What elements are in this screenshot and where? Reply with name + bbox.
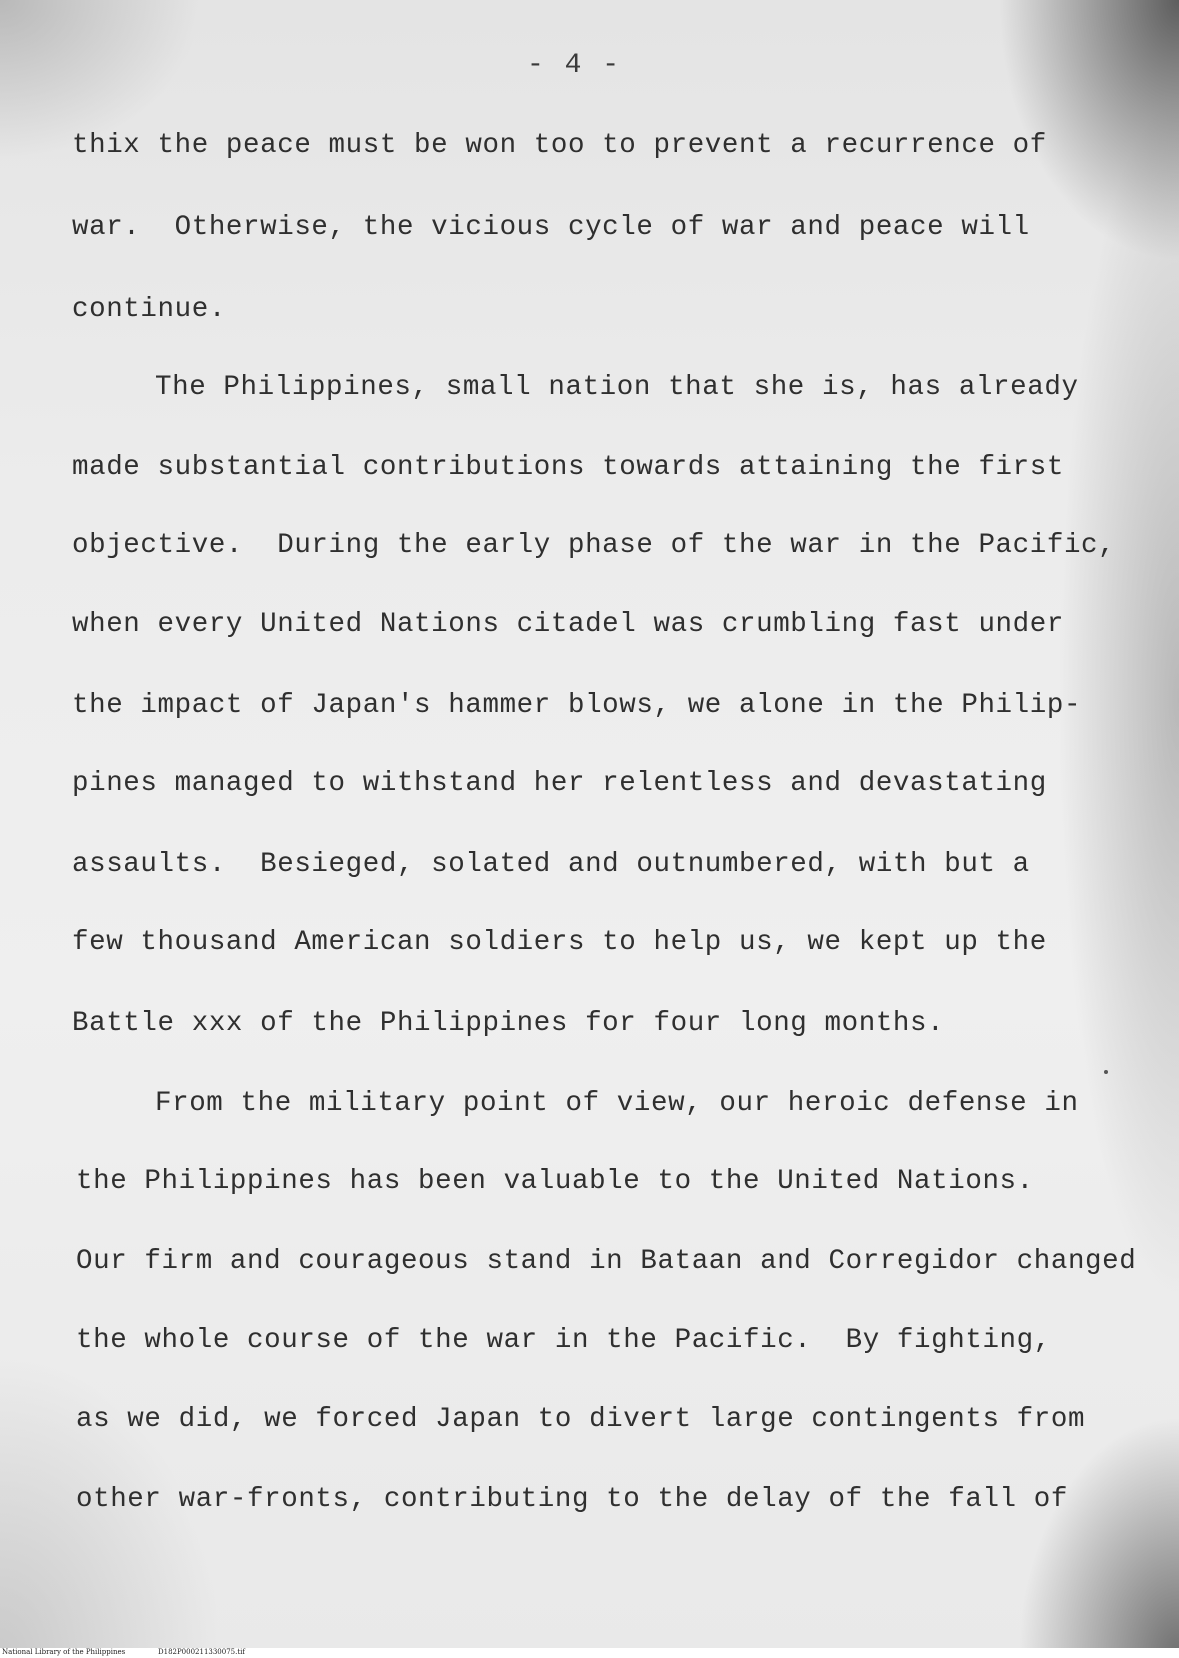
body-line: when every United Nations citadel was crumbling fast under — [72, 609, 1064, 640]
body-line: From the military point of view, our heroic defense in — [155, 1088, 1079, 1119]
body-line: thix the peace must be won too to prevent a recurrence of — [72, 130, 1047, 161]
footer-file-id: D182P000211330075.tif — [158, 1648, 245, 1656]
body-line: objective. During the early phase of the war in the Pacific, — [72, 530, 1116, 561]
body-line: few thousand American soldiers to help us, we kept up the — [72, 927, 1047, 958]
body-line: other war-fronts, contributing to the delay of the fall of — [76, 1484, 1068, 1515]
body-line: assaults. Besieged, solated and outnumbered, with but a — [72, 849, 1030, 880]
footer-library-label: National Library of the Philippines — [2, 1648, 126, 1656]
body-line: made substantial contributions towards attaining the first — [72, 452, 1064, 483]
page-number: - 4 - — [527, 50, 622, 81]
body-line: as we did, we forced Japan to divert large contingents from — [76, 1404, 1086, 1435]
body-line: continue. — [72, 294, 226, 325]
body-line: The Philippines, small nation that she is, has already — [155, 372, 1079, 403]
paper-speck — [1104, 1070, 1108, 1074]
body-line: war. Otherwise, the vicious cycle of war and peace will — [72, 212, 1030, 243]
body-line: Our firm and courageous stand in Bataan and Corregidor changed — [76, 1246, 1137, 1277]
body-line: Battle xxx of the Philippines for four long months. — [72, 1008, 945, 1039]
body-line: the Philippines has been valuable to the United Nations. — [76, 1166, 1034, 1197]
body-line: the impact of Japan's hammer blows, we alone in the Philip- — [72, 690, 1082, 721]
scan-footer — [0, 1648, 1179, 1658]
body-line: the whole course of the war in the Pacific. By fighting, — [76, 1325, 1051, 1356]
body-line: pines managed to withstand her relentless and devastating — [72, 768, 1047, 799]
